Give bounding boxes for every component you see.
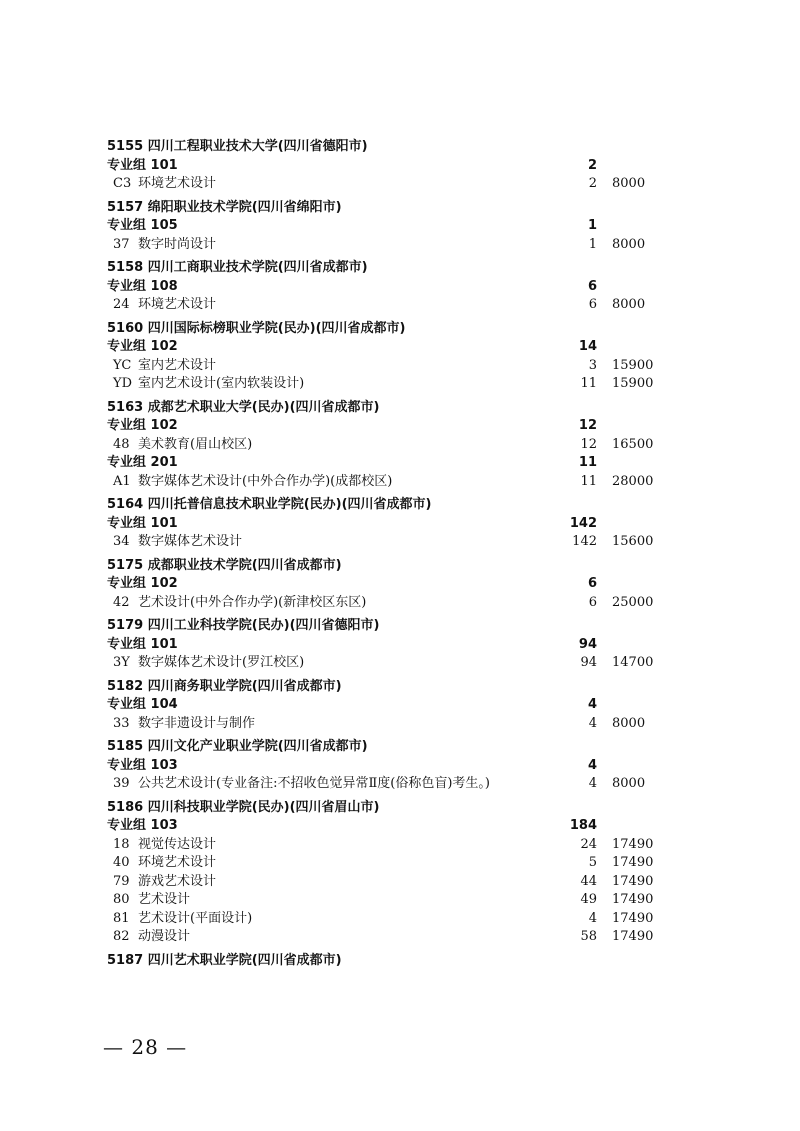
- school-block: [0, 557, 800, 613]
- major-name: 动漫设计: [138, 929, 191, 944]
- major-count: 4: [588, 715, 597, 731]
- major-code: 24: [113, 297, 130, 312]
- school-header: [0, 138, 800, 157]
- school-block: [0, 617, 800, 673]
- school-code: 5160: [107, 320, 144, 336]
- major-name: 数字媒体艺术设计(中外合作办学)(成都校区): [138, 473, 393, 489]
- school-name: 四川文化产业职业学院(四川省成都市): [147, 739, 368, 754]
- school-block: [0, 799, 800, 947]
- group-row: [0, 696, 800, 715]
- school-code: 5155: [107, 139, 144, 154]
- major-fee: 17490: [612, 873, 654, 889]
- major-fee: 16500: [612, 436, 654, 452]
- school-name: 四川工业科技学院(民办)(四川省德阳市): [147, 618, 380, 633]
- group-label: 专业组 103: [107, 818, 178, 833]
- major-code: 80: [113, 892, 130, 907]
- major-code: 34: [113, 534, 130, 549]
- school-title: [107, 320, 406, 339]
- major-name: 视觉传达设计: [138, 836, 217, 852]
- school-block: [0, 952, 800, 971]
- school-header: [0, 799, 800, 818]
- major-row: [0, 236, 800, 255]
- school-title: [107, 557, 342, 576]
- school-block: [0, 738, 800, 794]
- group-label: 专业组 102: [107, 418, 178, 433]
- group-count: 12: [578, 418, 597, 433]
- major-count: 11: [580, 376, 597, 391]
- major-code: 82: [113, 929, 130, 944]
- major-name: 数字媒体艺术设计: [138, 534, 243, 549]
- major-code: 18: [113, 836, 130, 852]
- major-count: 4: [588, 910, 597, 926]
- major-row: [0, 357, 800, 376]
- school-code: 5158: [107, 260, 144, 275]
- major-code: C3: [113, 176, 132, 191]
- school-block: [0, 399, 800, 492]
- major-row: [0, 836, 800, 855]
- group-label: 专业组 103: [107, 757, 178, 773]
- school-title: [107, 738, 368, 757]
- school-title: [107, 138, 368, 157]
- major-count: 11: [580, 473, 597, 489]
- major-count: 4: [588, 776, 597, 791]
- group-count: 11: [578, 455, 597, 470]
- major-code: 81: [113, 910, 130, 926]
- major-row: [0, 533, 800, 552]
- school-header: [0, 617, 800, 636]
- school-code: 5186: [107, 799, 144, 815]
- major-fee: 8000: [612, 297, 646, 312]
- group-row: [0, 157, 800, 176]
- major-row: [0, 854, 800, 873]
- group-row: [0, 817, 800, 836]
- major-row: [0, 715, 800, 734]
- school-block: [0, 496, 800, 552]
- major-fee: 15600: [612, 534, 654, 549]
- school-header: [0, 320, 800, 339]
- major-fee: 8000: [612, 776, 646, 791]
- major-name: 艺术设计(平面设计): [138, 910, 253, 926]
- major-fee: 17490: [612, 836, 654, 852]
- group-label: 专业组 102: [107, 339, 178, 354]
- major-fee: 17490: [612, 892, 654, 907]
- group-count: 4: [587, 757, 597, 773]
- school-code: 5179: [107, 618, 144, 633]
- major-row: [0, 891, 800, 910]
- major-name: 环境艺术设计: [138, 855, 217, 870]
- group-row: [0, 338, 800, 357]
- major-count: 44: [580, 873, 597, 889]
- major-code: 39: [113, 776, 130, 791]
- major-row: [0, 375, 800, 394]
- major-count: 3: [588, 357, 597, 373]
- group-row: [0, 757, 800, 776]
- group-label: 专业组 201: [107, 455, 178, 470]
- group-label: 专业组 108: [107, 278, 178, 294]
- group-label: 专业组 105: [107, 218, 178, 233]
- group-count: 94: [578, 636, 597, 652]
- school-header: [0, 557, 800, 576]
- major-count: 58: [580, 929, 597, 944]
- major-code: YD: [113, 376, 133, 391]
- school-title: [107, 259, 368, 278]
- group-label: 专业组 101: [107, 636, 178, 652]
- major-code: 3Y: [113, 655, 130, 670]
- school-name: 四川商务职业学院(四川省成都市): [147, 678, 342, 694]
- major-count: 6: [588, 594, 597, 610]
- group-label: 专业组 101: [107, 157, 178, 173]
- group-label: 专业组 104: [107, 697, 178, 712]
- school-name: 四川艺术职业学院(四川省成都市): [147, 952, 342, 968]
- group-row: [0, 278, 800, 297]
- school-header: [0, 259, 800, 278]
- school-code: 5164: [107, 497, 144, 512]
- school-title: [107, 678, 342, 697]
- major-fee: 8000: [612, 236, 646, 252]
- school-title: [107, 496, 432, 515]
- major-code: 42: [113, 594, 130, 610]
- school-title: [107, 952, 342, 971]
- major-name: 数字媒体艺术设计(罗江校区): [138, 655, 305, 670]
- major-fee: 14700: [612, 655, 654, 670]
- major-row: [0, 473, 800, 492]
- major-count: 24: [580, 836, 597, 852]
- major-code: 37: [113, 236, 130, 252]
- major-row: [0, 928, 800, 947]
- major-count: 5: [588, 855, 597, 870]
- group-label: 专业组 101: [107, 515, 178, 531]
- group-count: 184: [569, 818, 597, 833]
- major-count: 94: [580, 655, 597, 670]
- major-count: 2: [588, 176, 597, 191]
- group-count: 6: [587, 278, 597, 294]
- school-header: [0, 952, 800, 971]
- group-count: 6: [587, 576, 597, 591]
- school-block: [0, 320, 800, 394]
- group-count: 4: [587, 697, 597, 712]
- major-name: 室内艺术设计: [138, 357, 217, 373]
- school-code: 5187: [107, 952, 144, 968]
- group-row: [0, 575, 800, 594]
- major-code: A1: [113, 473, 131, 489]
- major-count: 12: [580, 436, 597, 452]
- group-count: 1: [587, 218, 597, 233]
- major-row: [0, 175, 800, 194]
- group-count: 142: [569, 515, 597, 531]
- group-count: 2: [587, 157, 597, 173]
- school-block: [0, 259, 800, 315]
- school-name: 四川科技职业学院(民办)(四川省眉山市): [147, 799, 380, 815]
- major-fee: 17490: [612, 855, 654, 870]
- school-header: [0, 199, 800, 218]
- major-name: 环境艺术设计: [138, 297, 217, 312]
- major-fee: 15900: [612, 376, 654, 391]
- major-name: 艺术设计: [138, 892, 191, 907]
- school-header: [0, 678, 800, 697]
- major-count: 49: [580, 892, 597, 907]
- major-row: [0, 873, 800, 892]
- major-code: 48: [113, 436, 130, 452]
- major-count: 6: [588, 297, 597, 312]
- group-row: [0, 417, 800, 436]
- school-block: [0, 199, 800, 255]
- group-row: [0, 217, 800, 236]
- major-name: 公共艺术设计(专业备注:不招收色觉异常Ⅱ度(俗称色盲)考生。): [138, 776, 491, 791]
- group-row: [0, 454, 800, 473]
- major-name: 室内艺术设计(室内软装设计): [138, 376, 305, 391]
- school-name: 四川国际标榜职业学院(民办)(四川省成都市): [147, 320, 406, 336]
- school-code: 5163: [107, 399, 144, 415]
- school-code: 5182: [107, 678, 144, 694]
- major-fee: 28000: [612, 473, 654, 489]
- school-title: [107, 399, 380, 418]
- admission-list: [0, 138, 800, 970]
- major-fee: 8000: [612, 176, 646, 191]
- school-name: 四川工商职业技术学院(四川省成都市): [147, 260, 368, 275]
- school-code: 5185: [107, 739, 144, 754]
- school-name: 成都职业技术学院(四川省成都市): [147, 557, 342, 573]
- major-code: 40: [113, 855, 130, 870]
- school-name: 成都艺术职业大学(民办)(四川省成都市): [147, 399, 380, 415]
- major-code: YC: [113, 357, 132, 373]
- major-name: 艺术设计(中外合作办学)(新津校区东区): [138, 594, 367, 610]
- major-count: 1: [588, 236, 597, 252]
- major-name: 环境艺术设计: [138, 176, 217, 191]
- group-row: [0, 636, 800, 655]
- school-header: [0, 738, 800, 757]
- major-fee: 8000: [612, 715, 646, 731]
- page-number: — 28 —: [103, 1035, 188, 1059]
- major-row: [0, 436, 800, 455]
- major-code: 33: [113, 715, 130, 731]
- school-title: [107, 617, 380, 636]
- school-code: 5157: [107, 199, 144, 215]
- major-fee: 25000: [612, 594, 654, 610]
- major-name: 数字时尚设计: [138, 236, 217, 252]
- major-fee: 17490: [612, 929, 654, 944]
- major-row: [0, 910, 800, 929]
- major-row: [0, 775, 800, 794]
- major-row: [0, 296, 800, 315]
- major-count: 142: [572, 534, 597, 549]
- school-block: [0, 678, 800, 734]
- major-code: 79: [113, 873, 130, 889]
- major-row: [0, 654, 800, 673]
- school-name: 四川托普信息技术职业学院(民办)(四川省成都市): [147, 497, 432, 512]
- major-name: 数字非遗设计与制作: [138, 715, 256, 731]
- school-name: 四川工程职业技术大学(四川省德阳市): [147, 139, 368, 154]
- school-code: 5175: [107, 557, 144, 573]
- school-title: [107, 799, 380, 818]
- group-label: 专业组 102: [107, 576, 178, 591]
- major-fee: 15900: [612, 357, 654, 373]
- group-count: 14: [578, 339, 597, 354]
- major-name: 游戏艺术设计: [138, 873, 217, 889]
- school-block: [0, 138, 800, 194]
- group-row: [0, 515, 800, 534]
- school-header: [0, 399, 800, 418]
- major-fee: 17490: [612, 910, 654, 926]
- major-name: 美术教育(眉山校区): [138, 436, 253, 452]
- school-name: 绵阳职业技术学院(四川省绵阳市): [147, 199, 342, 215]
- major-row: [0, 594, 800, 613]
- school-header: [0, 496, 800, 515]
- school-title: [107, 199, 342, 218]
